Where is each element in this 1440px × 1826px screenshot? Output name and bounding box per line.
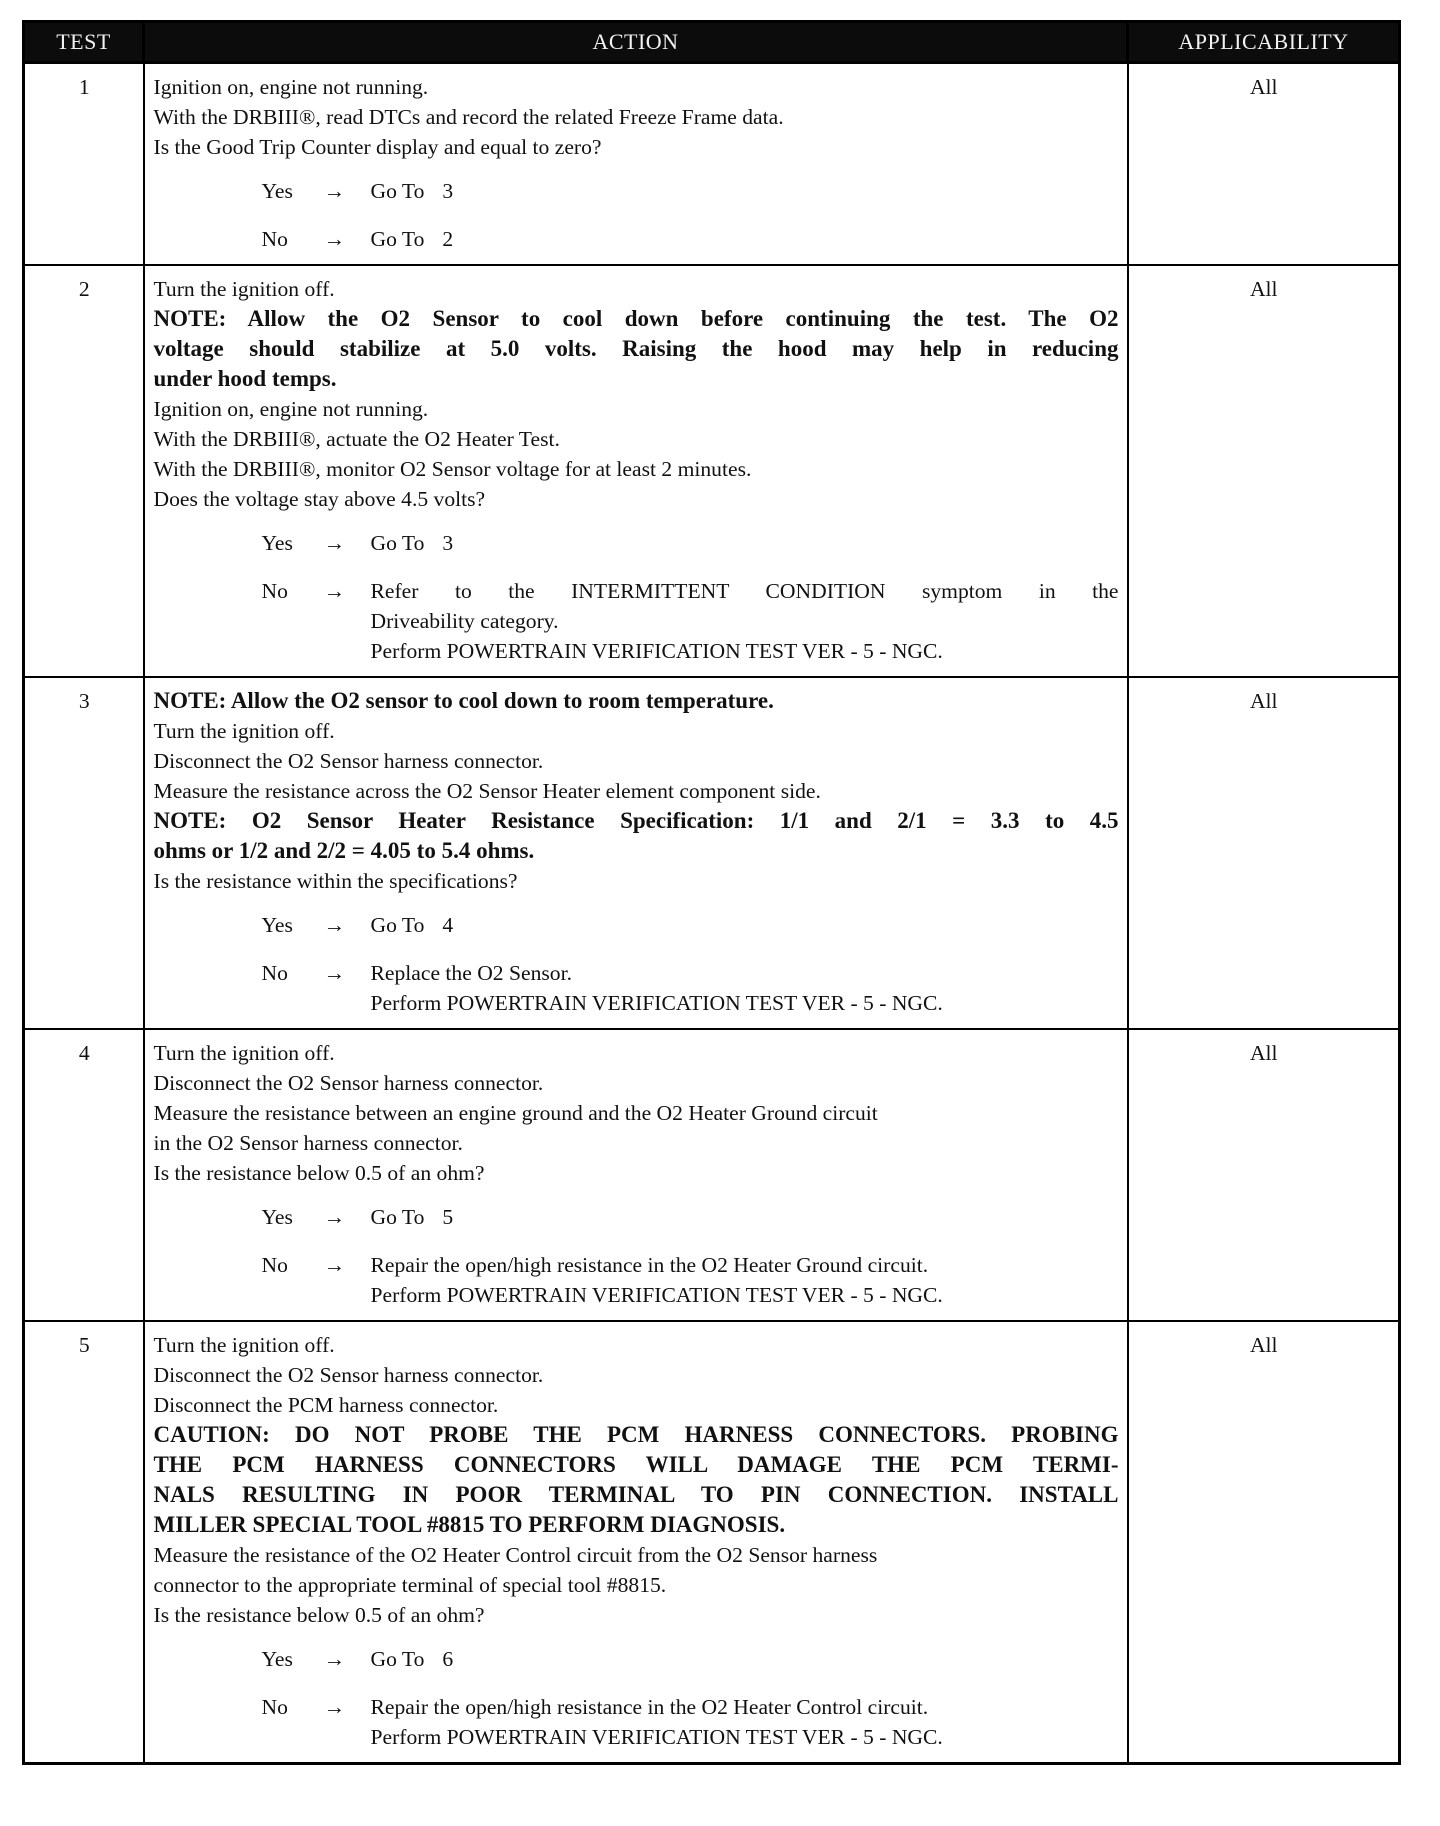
instruction-line: With the DRBIII®, read DTCs and record the related Freeze Frame data. (153, 105, 784, 129)
no-label: No (261, 227, 288, 251)
go-to-label: Go To (370, 227, 425, 251)
right-arrow-icon: → (323, 1253, 346, 1277)
yes-branch (154, 176, 1119, 206)
yes-result (371, 910, 1119, 940)
action-cell (144, 63, 1128, 266)
go-to-label: Go To (370, 1205, 425, 1229)
applicability-cell: All (1128, 1321, 1400, 1764)
right-arrow-icon: → (323, 961, 346, 985)
no-branch (154, 224, 1119, 254)
no-branch (154, 1692, 1119, 1752)
no-branch (154, 1250, 1119, 1310)
note-line: MILLER SPECIAL TOOL #8815 TO PERFORM DIAGNOSIS. (153, 1512, 786, 1537)
action-cell (144, 1029, 1128, 1321)
right-arrow-icon: → (323, 531, 346, 555)
no-label: No (261, 1253, 288, 1277)
yes-result (371, 1202, 1119, 1232)
applicability-cell: All (1128, 63, 1400, 266)
instruction-line: Ignition on, engine not running. (153, 397, 429, 421)
no-label: No (261, 1695, 288, 1719)
no-result (371, 1692, 1119, 1752)
diagnostic-table-page (22, 20, 1398, 1806)
yes-branch (154, 528, 1119, 558)
right-arrow-icon: → (323, 1695, 346, 1719)
result-line: Refer to the INTERMITTENT CONDITION symptom in the (370, 579, 1119, 603)
no-label: No (261, 961, 288, 985)
instruction-line: Measure the resistance of the O2 Heater Control circuit from the O2 Sensor harness (153, 1543, 878, 1567)
instruction-line: Ignition on, engine not running. (153, 75, 429, 99)
answer-options (154, 1644, 1119, 1752)
note-line: under hood temps. (153, 366, 337, 391)
result-line: Driveability category. (370, 609, 559, 633)
table-row (24, 63, 1400, 266)
instruction-line: Measure the resistance between an engine ground and the O2 Heater Ground circuit (153, 1101, 878, 1125)
right-arrow-icon: → (323, 579, 346, 603)
instruction-line: Is the Good Trip Counter display and equal to zero? (153, 135, 602, 159)
action-cell (144, 1321, 1128, 1764)
note-line: NOTE: Allow the O2 Sensor to cool down before continuing the test. The O2 (153, 306, 1119, 331)
table-row (24, 677, 1400, 1029)
right-arrow-icon: → (323, 227, 346, 251)
note-line: THE PCM HARNESS CONNECTORS WILL DAMAGE THE PCM TERMI- (153, 1452, 1119, 1477)
yes-label: Yes (261, 913, 293, 937)
diagnostic-test-table (22, 20, 1401, 1765)
instruction-line: With the DRBIII®, actuate the O2 Heater Test. (153, 427, 560, 451)
note-line: CAUTION: DO NOT PROBE THE PCM HARNESS CONNECTORS. PROBING (153, 1422, 1119, 1447)
yes-label: Yes (261, 1647, 293, 1671)
header-test: TEST (24, 22, 144, 63)
instruction-line: Turn the ignition off. (153, 277, 335, 301)
note-line: NALS RESULTING IN POOR TERMINAL TO PIN CONNECTION. INSTALL (153, 1482, 1119, 1507)
answer-options (154, 528, 1119, 666)
result-line: Perform POWERTRAIN VERIFICATION TEST VER - 5 - NGC. (370, 991, 943, 1015)
test-number: 5 (24, 1321, 144, 1764)
result-line: Replace the O2 Sensor. (370, 961, 572, 985)
header-applicability: APPLICABILITY (1128, 22, 1400, 63)
result-line: Repair the open/high resistance in the O2 Heater Control circuit. (370, 1695, 929, 1719)
test-number: 4 (24, 1029, 144, 1321)
action-cell (144, 265, 1128, 677)
go-to-step: 3 (442, 179, 454, 203)
yes-branch (154, 910, 1119, 940)
instruction-line: Disconnect the O2 Sensor harness connector. (153, 1363, 544, 1387)
test-number: 2 (24, 265, 144, 677)
test-number: 3 (24, 677, 144, 1029)
right-arrow-icon: → (323, 1647, 346, 1671)
instruction-line: Disconnect the PCM harness connector. (153, 1393, 499, 1417)
instruction-line: Turn the ignition off. (153, 1333, 335, 1357)
instruction-line: Is the resistance below 0.5 of an ohm? (153, 1161, 485, 1185)
instruction-line: Measure the resistance across the O2 Sensor Heater element component side. (153, 779, 821, 803)
yes-label: Yes (261, 179, 293, 203)
go-to-step: 2 (442, 227, 454, 251)
result-line: Perform POWERTRAIN VERIFICATION TEST VER - 5 - NGC. (370, 1725, 943, 1749)
result-line: Perform POWERTRAIN VERIFICATION TEST VER - 5 - NGC. (370, 1283, 943, 1307)
table-body (24, 63, 1400, 1764)
instruction-line: With the DRBIII®, monitor O2 Sensor voltage for at least 2 minutes. (153, 457, 752, 481)
go-to-label: Go To (370, 913, 425, 937)
go-to-step: 6 (442, 1647, 454, 1671)
note-line: ohms or 1/2 and 2/2 = 4.05 to 5.4 ohms. (153, 838, 535, 863)
yes-label: Yes (261, 1205, 293, 1229)
applicability-cell: All (1128, 1029, 1400, 1321)
yes-branch (154, 1644, 1119, 1674)
answer-options (154, 1202, 1119, 1310)
no-result (371, 224, 1119, 254)
header-action: ACTION (144, 22, 1128, 63)
right-arrow-icon: → (323, 913, 346, 937)
no-branch (154, 958, 1119, 1018)
yes-branch (154, 1202, 1119, 1232)
instruction-line: Is the resistance within the specifications? (153, 869, 518, 893)
applicability-cell: All (1128, 265, 1400, 677)
go-to-step: 4 (442, 913, 454, 937)
answer-options (154, 910, 1119, 1018)
result-line: Perform POWERTRAIN VERIFICATION TEST VER - 5 - NGC. (370, 639, 943, 663)
yes-result (371, 176, 1119, 206)
table-row (24, 1029, 1400, 1321)
go-to-label: Go To (370, 531, 425, 555)
answer-options (154, 176, 1119, 254)
go-to-label: Go To (370, 1647, 425, 1671)
instruction-line: Disconnect the O2 Sensor harness connector. (153, 1071, 544, 1095)
note-line: NOTE: Allow the O2 sensor to cool down to room temperature. (153, 688, 774, 713)
instruction-line: Turn the ignition off. (153, 719, 335, 743)
instruction-line: Turn the ignition off. (153, 1041, 335, 1065)
result-line: Repair the open/high resistance in the O2 Heater Ground circuit. (370, 1253, 929, 1277)
note-line: voltage should stabilize at 5.0 volts. Raising the hood may help in reducing (153, 336, 1119, 361)
instruction-line: in the O2 Sensor harness connector. (153, 1131, 463, 1155)
yes-label: Yes (261, 531, 293, 555)
no-label: No (261, 579, 288, 603)
yes-result (371, 1644, 1119, 1674)
instruction-line: connector to the appropriate terminal of special tool #8815. (153, 1573, 667, 1597)
applicability-cell: All (1128, 677, 1400, 1029)
instruction-line: Disconnect the O2 Sensor harness connector. (153, 749, 544, 773)
go-to-step: 5 (442, 1205, 454, 1229)
action-cell (144, 677, 1128, 1029)
go-to-label: Go To (370, 179, 425, 203)
instruction-line: Does the voltage stay above 4.5 volts? (153, 487, 486, 511)
test-number: 1 (24, 63, 144, 266)
yes-result (371, 528, 1119, 558)
no-result (371, 958, 1119, 1018)
right-arrow-icon: → (323, 179, 346, 203)
table-row (24, 265, 1400, 677)
right-arrow-icon: → (323, 1205, 346, 1229)
table-header-row (24, 22, 1400, 63)
instruction-line: Is the resistance below 0.5 of an ohm? (153, 1603, 485, 1627)
no-result (371, 576, 1119, 666)
note-line: NOTE: O2 Sensor Heater Resistance Specification: 1/1 and 2/1 = 3.3 to 4.5 (153, 808, 1119, 833)
no-result (371, 1250, 1119, 1310)
go-to-step: 3 (442, 531, 454, 555)
table-row (24, 1321, 1400, 1764)
no-branch (154, 576, 1119, 666)
